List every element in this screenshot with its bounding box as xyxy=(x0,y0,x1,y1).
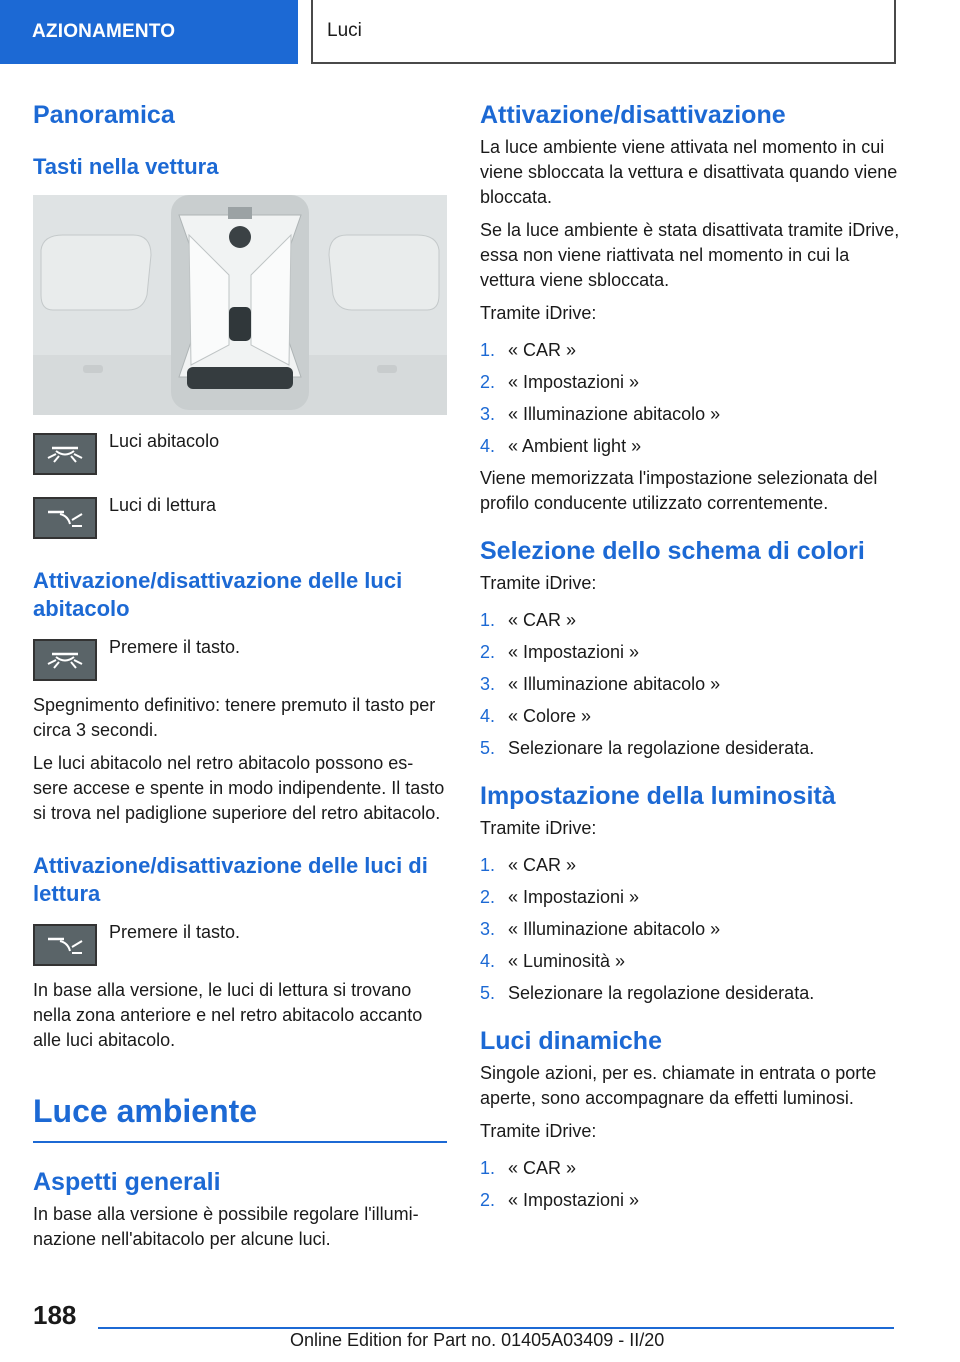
interior-light-label: Luci abitacolo xyxy=(109,431,220,451)
list-item: 1. « CAR » xyxy=(480,1158,577,1178)
footer-edition-text: Online Edition for Part no. 01405A03409 - II/20 xyxy=(290,1330,665,1350)
list-item: 3. « Illuminazione abitacolo » xyxy=(480,404,721,424)
icon-row-interior-press xyxy=(33,639,447,681)
heading-color-scheme: Selezione dello schema di colori xyxy=(480,537,865,565)
dynamic-steps xyxy=(480,1156,900,1213)
reading-paragraph-1: In base alla versione, le luci di lettura si trovano nella zona anteriore e nel retro abitacolo accanto alle luci abitacolo. xyxy=(33,980,423,1050)
list-item: 3. « Illuminazione abitacolo » xyxy=(480,919,721,939)
dynamic-paragraph: Singole azioni, per es. chiamate in entrata o porte aperte, sono accompagnare da effetti luminosi. xyxy=(480,1063,877,1108)
general-paragraph: In base alla versione è possibile regolare l'illumi-nazione nell'abitacolo per alcune luci. xyxy=(33,1204,419,1249)
list-item: 5. Selezionare la regolazione desiderata. xyxy=(480,983,815,1003)
list-item: 4. « Colore » xyxy=(480,706,592,726)
interior-light-button-icon xyxy=(33,639,97,681)
list-item: 1. « CAR » xyxy=(480,340,577,360)
list-item: 2. « Impostazioni » xyxy=(480,372,640,392)
interior-light-icon xyxy=(33,433,97,475)
list-item: 5. Selezionare la regolazione desiderata. xyxy=(480,738,815,758)
icon-row-interior xyxy=(33,433,447,475)
icon-row-reading xyxy=(33,497,447,539)
interior-paragraph-2: Le luci abitacolo nel retro abitacolo possono es-sere accese e spente in modo indipendente. Il tasto si trova nel padiglione superiore del retro abitacolo. xyxy=(33,753,445,823)
heading-general: Aspetti generali xyxy=(33,1168,221,1196)
reading-light-label: Luci di lettura xyxy=(109,495,217,515)
reading-light-button-icon xyxy=(33,924,97,966)
footer-rule xyxy=(98,1327,894,1329)
ambient-heading-rule xyxy=(33,1141,447,1143)
list-item: 1. « CAR » xyxy=(480,855,577,875)
header-section-label: AZIONAMENTO xyxy=(32,21,176,42)
header-chapter-tab xyxy=(311,0,896,64)
heading-activation: Attivazione/disattivazione xyxy=(480,101,786,129)
activation-paragraph-1: La luce ambiente viene attivata nel momento in cui viene sbloccata la vettura e disattivata quando viene bloccata. xyxy=(480,137,898,207)
interior-press-text: Premere il tasto. xyxy=(109,637,241,657)
reading-press-text: Premere il tasto. xyxy=(109,922,241,942)
activation-paragraph-2: Se la luce ambiente è stata disattivata tramite iDrive, essa non viene riattivata nel momento in cui la vettura viene sbloccata. xyxy=(480,220,900,290)
activation-via: Tramite iDrive: xyxy=(480,303,597,323)
page-number: 188 xyxy=(33,1300,77,1330)
list-item: 2. « Impostazioni » xyxy=(480,1190,640,1210)
heading-reading-toggle: Attivazione/disattivazione delle luci di lettura xyxy=(33,853,428,906)
header-chapter-label: Luci xyxy=(327,20,362,41)
reading-light-icon xyxy=(33,497,97,539)
right-column xyxy=(480,100,900,1220)
color-steps xyxy=(480,608,900,761)
icon-row-reading-press xyxy=(33,924,447,966)
list-item: 1. « CAR » xyxy=(480,610,577,630)
heading-interior-toggle: Attivazione/disattivazione delle luci abitacolo xyxy=(33,568,403,621)
roof-console-image xyxy=(33,195,447,415)
interior-paragraph-1: Spegnimento definitivo: tenere premuto il tasto per circa 3 secondi. xyxy=(33,695,436,740)
heading-dynamic-lights: Luci dinamiche xyxy=(480,1027,662,1055)
color-via: Tramite iDrive: xyxy=(480,573,597,593)
list-item: 4. « Luminosità » xyxy=(480,951,626,971)
list-item: 3. « Illuminazione abitacolo » xyxy=(480,674,721,694)
list-item: 2. « Impostazioni » xyxy=(480,887,640,907)
header-section-tab xyxy=(0,0,298,64)
heading-buttons: Tasti nella vettura xyxy=(33,154,219,179)
brightness-steps xyxy=(480,853,900,1006)
heading-overview: Panoramica xyxy=(33,101,175,129)
brightness-via: Tramite iDrive: xyxy=(480,818,597,838)
list-item: 4. « Ambient light » xyxy=(480,436,642,456)
list-item: 2. « Impostazioni » xyxy=(480,642,640,662)
heading-brightness: Impostazione della luminosità xyxy=(480,782,836,810)
activation-steps xyxy=(480,338,900,459)
left-column xyxy=(33,100,447,1252)
heading-ambient-light: Luce ambiente xyxy=(33,1093,258,1129)
dynamic-via: Tramite iDrive: xyxy=(480,1121,597,1141)
activation-note: Viene memorizzata l'impostazione selezionata del profilo conducente utilizzato correntemente. xyxy=(480,468,878,513)
roof-console-illustration xyxy=(33,195,447,415)
